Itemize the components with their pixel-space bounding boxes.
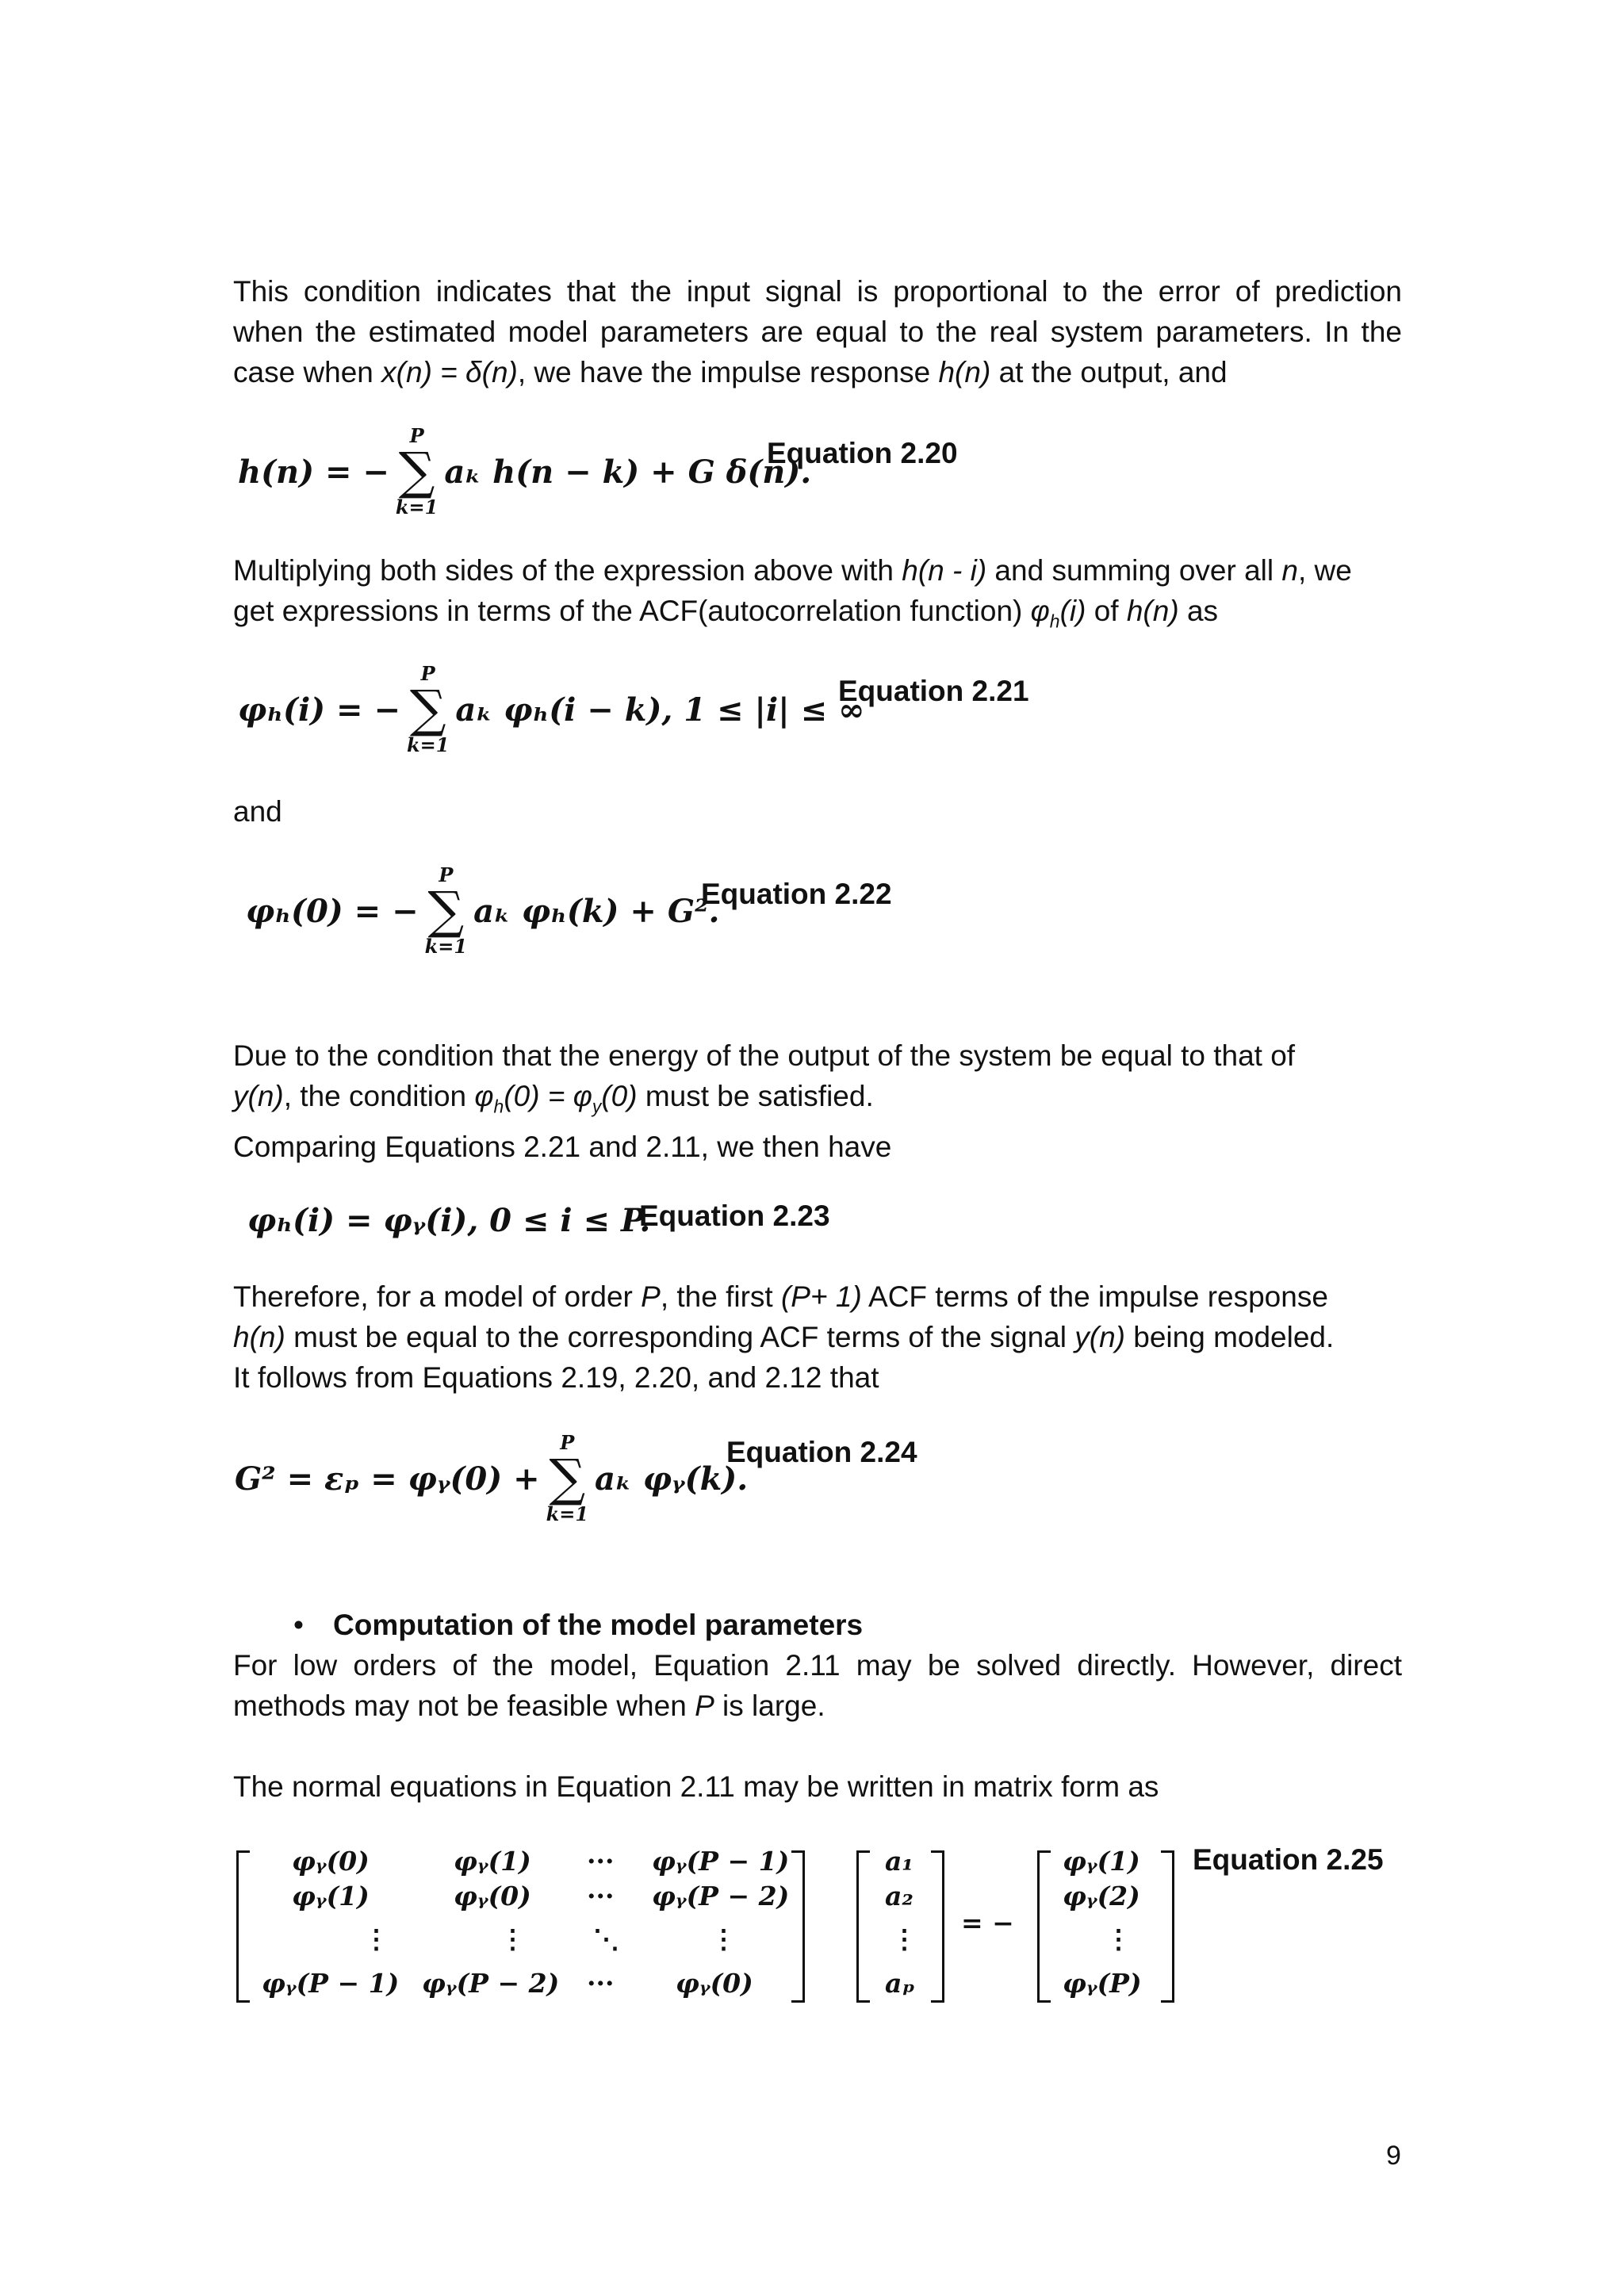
sum-upper-limit: P	[420, 662, 435, 685]
text-span: being modeled.	[1124, 1321, 1335, 1353]
matrix-cell: ···	[587, 1881, 615, 1911]
text-span: at the output, and	[990, 356, 1228, 388]
equation-lhs: G² = εₚ = φᵧ(0) +	[235, 1460, 540, 1498]
subscript: y	[592, 1096, 602, 1117]
equation-body: aₖ φᵧ(k).	[595, 1460, 749, 1498]
sum-upper-limit: P	[439, 863, 454, 886]
sigma-symbol: ∑	[427, 882, 465, 940]
equation-label: Equation 2.23	[639, 1200, 830, 1232]
equation-body: aₖ h(n − k) + G δ(n).	[444, 453, 812, 491]
text-line: Comparing Equations 2.21 and 2.11, we then have	[233, 1131, 892, 1164]
math-inline: P	[641, 1280, 661, 1313]
equation-lhs: h(n) = −	[238, 453, 389, 491]
summation	[425, 864, 467, 958]
equation-2-21	[238, 663, 864, 756]
text-line	[233, 1276, 1402, 1317]
equation-label: Equation 2.22	[701, 878, 892, 910]
text-and	[233, 791, 1402, 832]
matrix-cell: φᵧ(P − 1)	[652, 1846, 790, 1877]
vector-rhs-cell: φᵧ(1)	[1063, 1846, 1140, 1877]
paragraph-low-orders	[233, 1645, 1402, 1726]
paragraph-intro	[233, 271, 1402, 392]
text-span: (0)	[601, 1080, 638, 1112]
math-inline: h(n)	[233, 1321, 285, 1353]
summation	[407, 663, 449, 756]
math-inline: (P+ 1)	[780, 1280, 862, 1313]
math-inline	[474, 1080, 638, 1117]
phi-symbol: φ	[474, 1080, 494, 1112]
equals-minus: = −	[961, 1908, 1014, 1938]
vector-rhs-cell: φᵧ(P)	[1063, 1968, 1142, 1999]
paragraph-normal-equations	[233, 1766, 1402, 1807]
sigma-symbol: ∑	[409, 680, 446, 739]
equation-body: aₖ φₕ(k) + G².	[473, 892, 720, 930]
equation-lhs: φₕ(0) = −	[246, 892, 419, 930]
text-span: , the condition	[283, 1080, 475, 1112]
vector-rhs-cell: ⋮	[1105, 1923, 1132, 1954]
math-inline: x(n) = δ(n)	[381, 356, 518, 388]
equation-label: Equation 2.20	[767, 437, 958, 469]
matrix-cell: φᵧ(0)	[292, 1846, 370, 1877]
equation-2-23	[247, 1202, 650, 1239]
matrix-bracket-left	[236, 1850, 250, 2003]
vector-bracket-left	[856, 1850, 870, 2003]
text-span: ACF terms of the impulse response	[861, 1280, 1328, 1313]
text-span: (i)	[1059, 595, 1086, 627]
equation-2-22	[246, 864, 719, 958]
text-line: For low orders of the model, Equation 2.11 may be solved directly. However, direct	[233, 1649, 1402, 1682]
sum-lower-limit: k=1	[395, 496, 439, 519]
matrix-bracket-right	[791, 1850, 805, 2003]
matrix-cell: ⋱	[593, 1923, 619, 1954]
text-line: and	[233, 795, 282, 828]
subscript: h	[493, 1096, 504, 1117]
vector-bracket-right	[1161, 1850, 1174, 2003]
math-inline	[1030, 595, 1086, 632]
equation-body: aₖ φₕ(i − k), 1 ≤ |i| ≤ ∞	[455, 691, 865, 729]
text-span: get expressions in terms of the ACF(autocorrelation function)	[233, 595, 1031, 627]
text-line	[233, 1076, 1402, 1127]
paragraph-energy-condition	[233, 1035, 1402, 1167]
bullet-marker: •	[293, 1609, 304, 1641]
sum-lower-limit: k=1	[406, 733, 450, 756]
text-span: of	[1086, 595, 1127, 627]
matrix-cell: ⋮	[500, 1923, 526, 1954]
matrix-cell: φᵧ(0)	[454, 1881, 531, 1911]
vector-rhs-cell: φᵧ(2)	[1063, 1881, 1140, 1911]
equation-label: Equation 2.21	[838, 675, 1029, 707]
text-line: The normal equations in Equation 2.11 may be written in matrix form as	[233, 1770, 1159, 1803]
math-inline: h(n)	[938, 356, 991, 388]
text-span: Therefore, for a model of order	[233, 1280, 642, 1313]
text-span: , we	[1297, 554, 1352, 587]
phi-symbol: φ	[1030, 595, 1050, 627]
text-line	[233, 1317, 1402, 1357]
sum-lower-limit: k=1	[546, 1502, 589, 1525]
text-span: methods may not be feasible when	[233, 1689, 695, 1722]
equation-lhs: φₕ(i) = −	[238, 691, 400, 729]
page-number: 9	[1386, 2141, 1401, 2171]
text-line	[233, 550, 1402, 591]
text-span: , we have the impulse response	[517, 356, 939, 388]
matrix-cell: ···	[587, 1968, 615, 1999]
equation-2-20	[238, 425, 811, 519]
summation	[546, 1432, 588, 1525]
math-inline: y(n)	[1074, 1321, 1125, 1353]
paragraph-multiplying	[233, 550, 1402, 641]
math-inline: P	[695, 1689, 714, 1722]
text-span: as	[1178, 595, 1219, 627]
text-span: must be equal to the corresponding ACF terms of the signal	[285, 1321, 1075, 1353]
text-span: must be satisfied.	[637, 1080, 874, 1112]
matrix-cell: φᵧ(P − 1)	[262, 1968, 400, 1999]
math-inline: h(n - i)	[902, 554, 987, 587]
text-span: case when	[233, 356, 382, 388]
matrix-cell: φᵧ(P − 2)	[652, 1881, 790, 1911]
sigma-symbol: ∑	[398, 442, 435, 501]
text-span: is large.	[714, 1689, 825, 1722]
matrix-cell: φᵧ(0)	[676, 1968, 753, 1999]
text-line: when the estimated model parameters are equal to the real system parameters. In the	[233, 316, 1402, 348]
matrix-cell: ···	[587, 1846, 615, 1877]
matrix-cell: φᵧ(1)	[292, 1881, 370, 1911]
equation-2-24	[235, 1432, 748, 1525]
text-line: This condition indicates that the input signal is proportional to the error of prediction	[233, 275, 1402, 308]
text-line	[233, 591, 1402, 641]
text-line: Due to the condition that the energy of the output of the system be equal to that of	[233, 1039, 1296, 1072]
text-span: and summing over all	[986, 554, 1282, 587]
vector-a-cell: a₁	[885, 1846, 914, 1877]
matrix-cell: φᵧ(1)	[454, 1846, 531, 1877]
vector-bracket-left	[1037, 1850, 1051, 2003]
text-span: (0) = φ	[504, 1080, 592, 1112]
subscript: h	[1049, 610, 1060, 632]
sigma-symbol: ∑	[549, 1449, 586, 1508]
sum-upper-limit: P	[560, 1431, 575, 1454]
matrix-cell: ⋮	[363, 1923, 389, 1954]
matrix-cell: ⋮	[710, 1923, 737, 1954]
vector-bracket-right	[931, 1850, 944, 2003]
math-inline: h(n)	[1126, 595, 1179, 627]
math-inline: n	[1281, 554, 1298, 587]
sum-upper-limit: P	[409, 424, 424, 447]
vector-a-cell: ⋮	[891, 1923, 917, 1954]
section-heading: Computation of the model parameters	[333, 1609, 864, 1641]
equation-label: Equation 2.25	[1193, 1843, 1384, 1876]
paragraph-acf-terms	[233, 1276, 1402, 1398]
text-line	[233, 352, 1402, 392]
vector-a-cell: aₚ	[885, 1968, 915, 1999]
matrix-cell: φᵧ(P − 2)	[422, 1968, 560, 1999]
equation-body: φₕ(i) = φᵧ(i), 0 ≤ i ≤ P.	[247, 1202, 651, 1239]
text-span: Multiplying both sides of the expression above with	[233, 554, 902, 587]
summation	[396, 425, 438, 519]
sum-lower-limit: k=1	[424, 935, 468, 958]
text-line	[233, 1686, 1402, 1726]
equation-label: Equation 2.24	[726, 1436, 917, 1468]
math-inline: y(n)	[233, 1080, 284, 1112]
text-span: , the first	[660, 1280, 781, 1313]
text-line: It follows from Equations 2.19, 2.20, and 2.12 that	[233, 1361, 879, 1394]
vector-a-cell: a₂	[885, 1881, 914, 1911]
